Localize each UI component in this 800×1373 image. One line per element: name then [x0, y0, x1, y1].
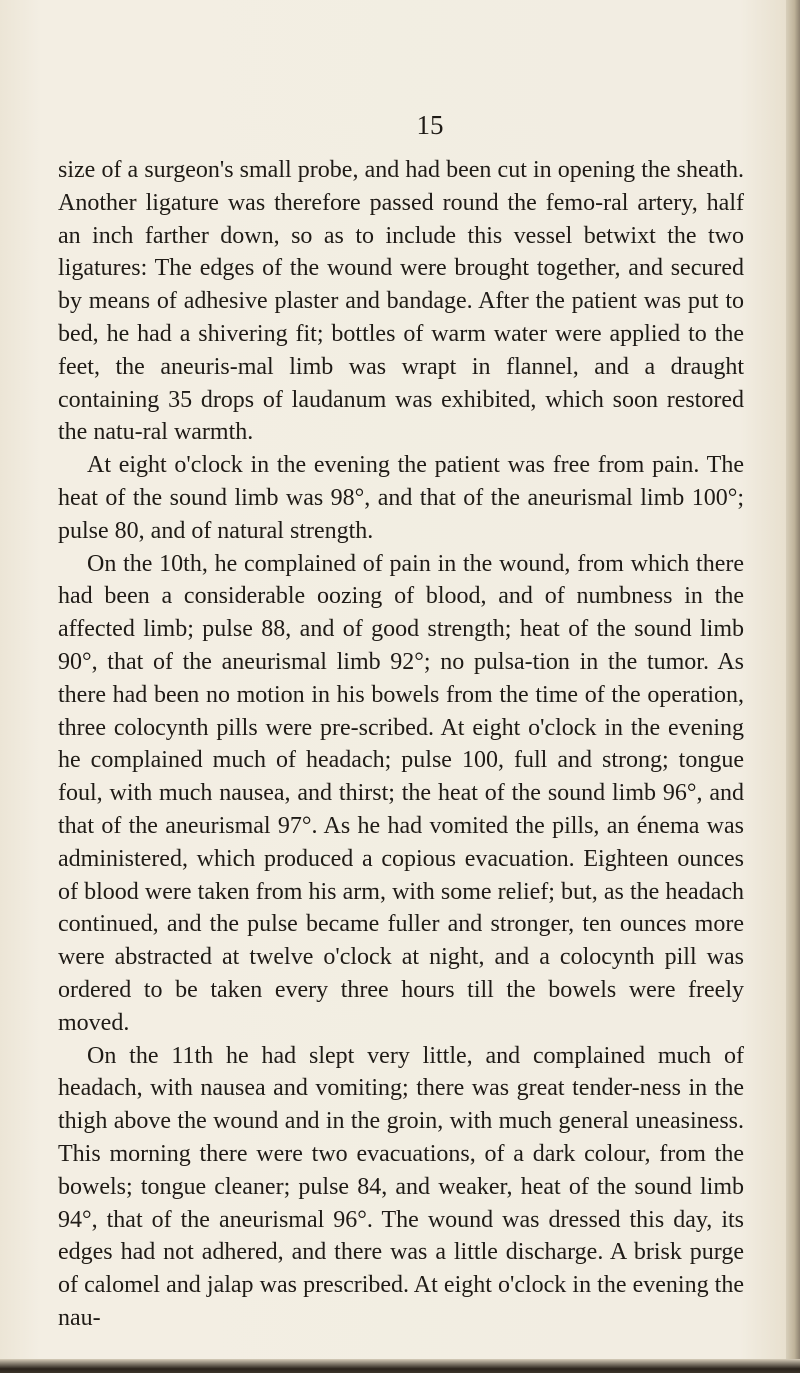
page-number: 15: [416, 110, 444, 140]
paragraph-4: On the 11th he had slept very little, and complained much of headach, with nausea and vomiting; there was great tender-ness in the thigh above the wound and in the groin, with much general uneasiness. This morning there were two evacuations, of a dark colour, from the bowels; tongue cleaner; pulse 84, and weaker, heat of the sound limb 94°, that of the aneurismal 96°. The wound was dressed this day, its edges had not adhered, and there was a little discharge. A brisk purge of calomel and jalap was prescribed. At eight o'clock in the evening the nau-: [58, 1042, 744, 1331]
page-bottom-edge: [0, 1359, 800, 1373]
paragraph-1: size of a surgeon's small probe, and had been cut in opening the sheath. Another ligature was therefore passed round the femo-ral artery, half an inch farther down, so as to include this vessel betwixt the two ligatures: The edges of the wound were brought together, and secured by means of adhesive plaster and bandage. After the patient was put to bed, he had a shivering fit; bottles of warm water were applied to the feet, the aneuris-mal limb was wrapt in flannel, and a draught containing 35 drops of laudanum was exhibited, which soon restored the natu-ral warmth.: [58, 157, 744, 446]
page-right-edge: [786, 0, 800, 1373]
paragraph-2: At eight o'clock in the evening the patient was free from pain. The heat of the sound limb was 98°, and that of the aneurismal limb 100°; pulse 80, and of natural strength.: [58, 452, 744, 544]
body-text: [58, 154, 744, 1335]
paragraph-3: On the 10th, he complained of pain in the wound, from which there had been a considerable oozing of blood, and of numbness in the affected limb; pulse 88, and of good strength; heat of the sound limb 90°, that of the aneurismal limb 92°; no pulsa-tion in the tumor. As there had been no motion in his bowels from the time of the operation, three colocynth pills were pre-scribed. At eight o'clock in the evening he complained much of headach; pulse 100, full and strong; tongue foul, with much nausea, and thirst; the heat of the sound limb 96°, and that of the aneurismal 97°. As he had vomited the pills, an énema was administered, which produced a copious evacuation. Eighteen ounces of blood were taken from his arm, with some relief; but, as the headach continued, and the pulse became fuller and stronger, ten ounces more were abstracted at twelve o'clock at night, and a colocynth pill was ordered to be taken every three hours till the bowels were freely moved.: [58, 550, 744, 1036]
